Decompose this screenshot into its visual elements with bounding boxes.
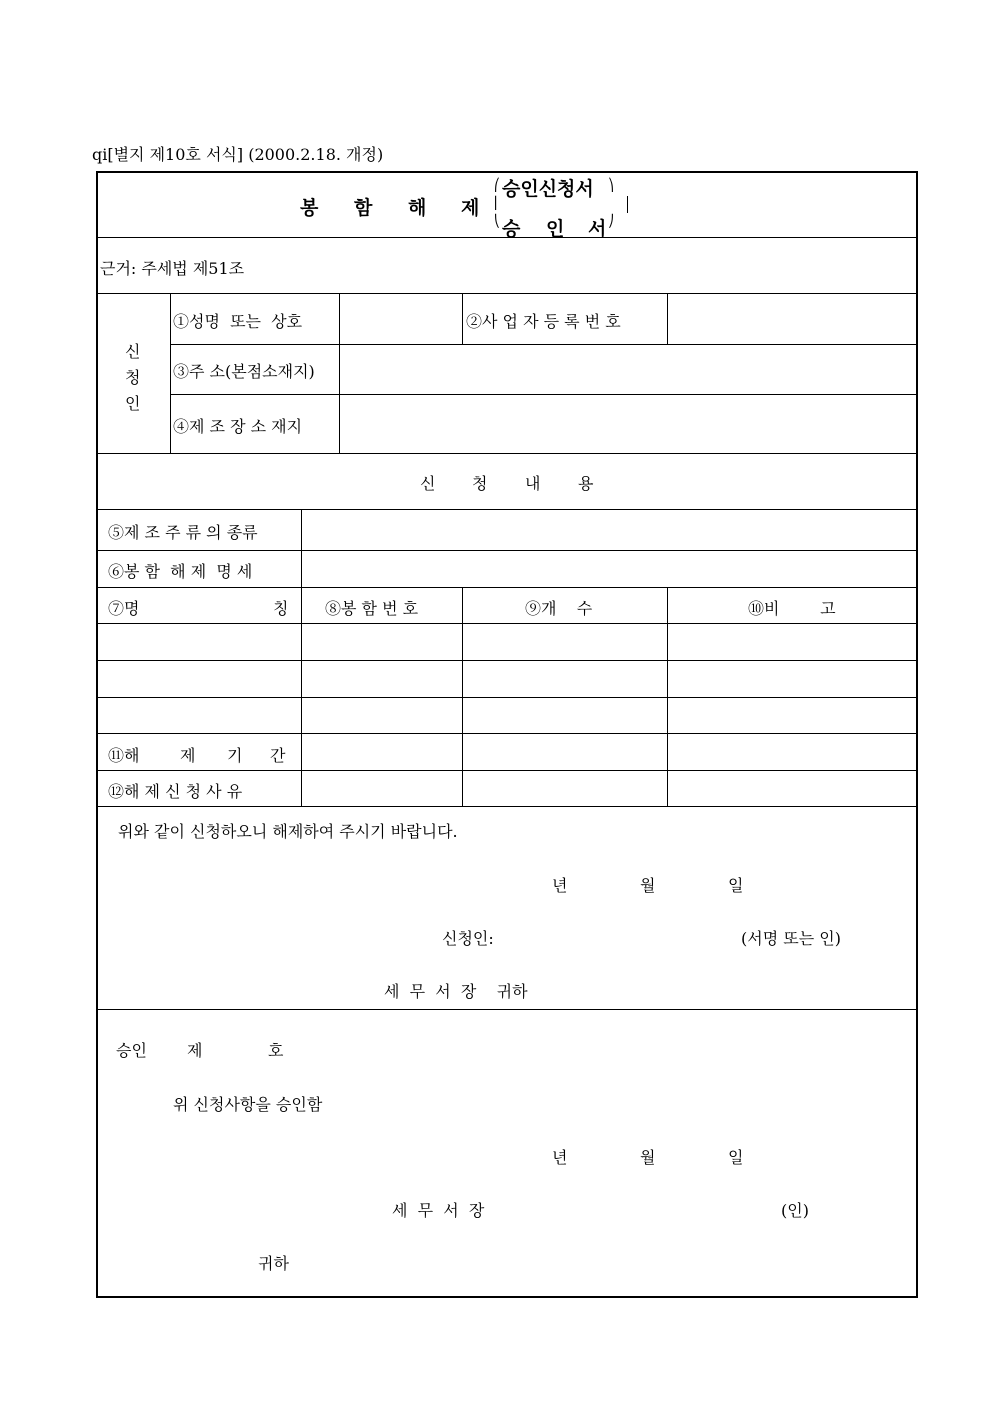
- divider: [96, 770, 918, 771]
- form-caption: qi[별지 제10호 서식] (2000.2.18. 개정): [92, 145, 384, 164]
- table-cell[interactable]: [306, 628, 456, 654]
- tax-office-head: 세 무 서 장: [392, 1201, 485, 1220]
- declaration-statement: 위와 같이 신청하오니 해제하여 주시기 바랍니다.: [118, 822, 458, 841]
- name-field[interactable]: [346, 309, 456, 331]
- divider: [462, 293, 463, 344]
- divider: [667, 293, 668, 344]
- divider: [96, 453, 918, 454]
- table-cell[interactable]: [467, 628, 662, 654]
- table-cell[interactable]: [672, 665, 912, 691]
- divider: [96, 733, 918, 734]
- official-seal: (인): [781, 1201, 809, 1220]
- approval-addressee: 귀하: [258, 1254, 289, 1273]
- divider: [667, 587, 668, 806]
- bracket-icon: ⎛: [494, 178, 500, 192]
- divider: [96, 806, 918, 807]
- applicant-signature-field[interactable]: [515, 924, 725, 948]
- table-cell[interactable]: [672, 702, 912, 728]
- divider: [301, 509, 302, 806]
- divider: [96, 697, 918, 698]
- bracket-icon: ⎞: [608, 178, 614, 192]
- bracket-icon: ⎠: [608, 214, 614, 228]
- divider: [96, 660, 918, 661]
- applicant-section-label: 신: [125, 342, 141, 361]
- release-period-field[interactable]: [306, 739, 456, 765]
- divider: [96, 550, 918, 551]
- table-cell[interactable]: [306, 702, 456, 728]
- column-header-remarks: ⑩비 고: [748, 599, 836, 618]
- factory-location-label: ④제 조 장 소 재지: [173, 417, 303, 436]
- divider: [170, 293, 171, 453]
- bracket-icon: ⎜: [494, 196, 500, 210]
- sign-hint: (서명 또는 인): [741, 929, 841, 948]
- divider: [462, 587, 463, 806]
- address-field[interactable]: [346, 359, 910, 381]
- title-option-application: 승인신청서: [502, 178, 594, 200]
- table-cell[interactable]: [100, 702, 296, 728]
- column-header-seal-number: ⑧봉 함 번 호: [325, 599, 419, 618]
- address-label: ③주 소(본점소재지): [173, 362, 315, 381]
- divider: [96, 1009, 918, 1010]
- factory-location-field[interactable]: [346, 414, 910, 436]
- table-cell[interactable]: [100, 628, 296, 654]
- bracket-icon: ⎝: [494, 214, 500, 228]
- addressee: 세 무 서 장 귀하: [384, 982, 528, 1001]
- applicant-signature-label: 신청인:: [442, 929, 494, 948]
- form-frame: [96, 171, 918, 1298]
- liquor-type-field[interactable]: [308, 520, 908, 542]
- divider: [171, 394, 918, 395]
- table-cell[interactable]: [306, 665, 456, 691]
- release-reason-field[interactable]: [306, 775, 456, 801]
- approval-statement: 위 신청사항을 승인함: [173, 1095, 323, 1114]
- release-reason-label: ⑫해 제 신 청 사 유: [108, 782, 243, 801]
- divider: [627, 196, 628, 213]
- divider: [96, 293, 918, 294]
- divider: [171, 344, 918, 345]
- business-number-field[interactable]: [674, 309, 910, 331]
- table-cell[interactable]: [100, 665, 296, 691]
- table-cell[interactable]: [467, 665, 662, 691]
- liquor-type-label: ⑤제 조 주 류 의 종류: [108, 523, 258, 542]
- divider: [96, 509, 918, 510]
- table-cell[interactable]: [672, 628, 912, 654]
- seal-release-detail-field[interactable]: [308, 559, 908, 581]
- divider: [96, 587, 918, 588]
- legal-basis: 근거: 주세법 제51조: [100, 259, 245, 278]
- business-number-label: ②사 업 자 등 록 번 호: [466, 312, 621, 331]
- table-cell[interactable]: [467, 702, 662, 728]
- seal-release-detail-label: ⑥봉 함 해 제 명 세: [108, 562, 253, 581]
- column-header-name: ⑦명: [108, 599, 140, 618]
- divider: [96, 623, 918, 624]
- divider: [339, 293, 340, 453]
- column-header-quantity: ⑨개 수: [525, 599, 593, 618]
- name-label: ①성명 또는 상호: [173, 312, 303, 331]
